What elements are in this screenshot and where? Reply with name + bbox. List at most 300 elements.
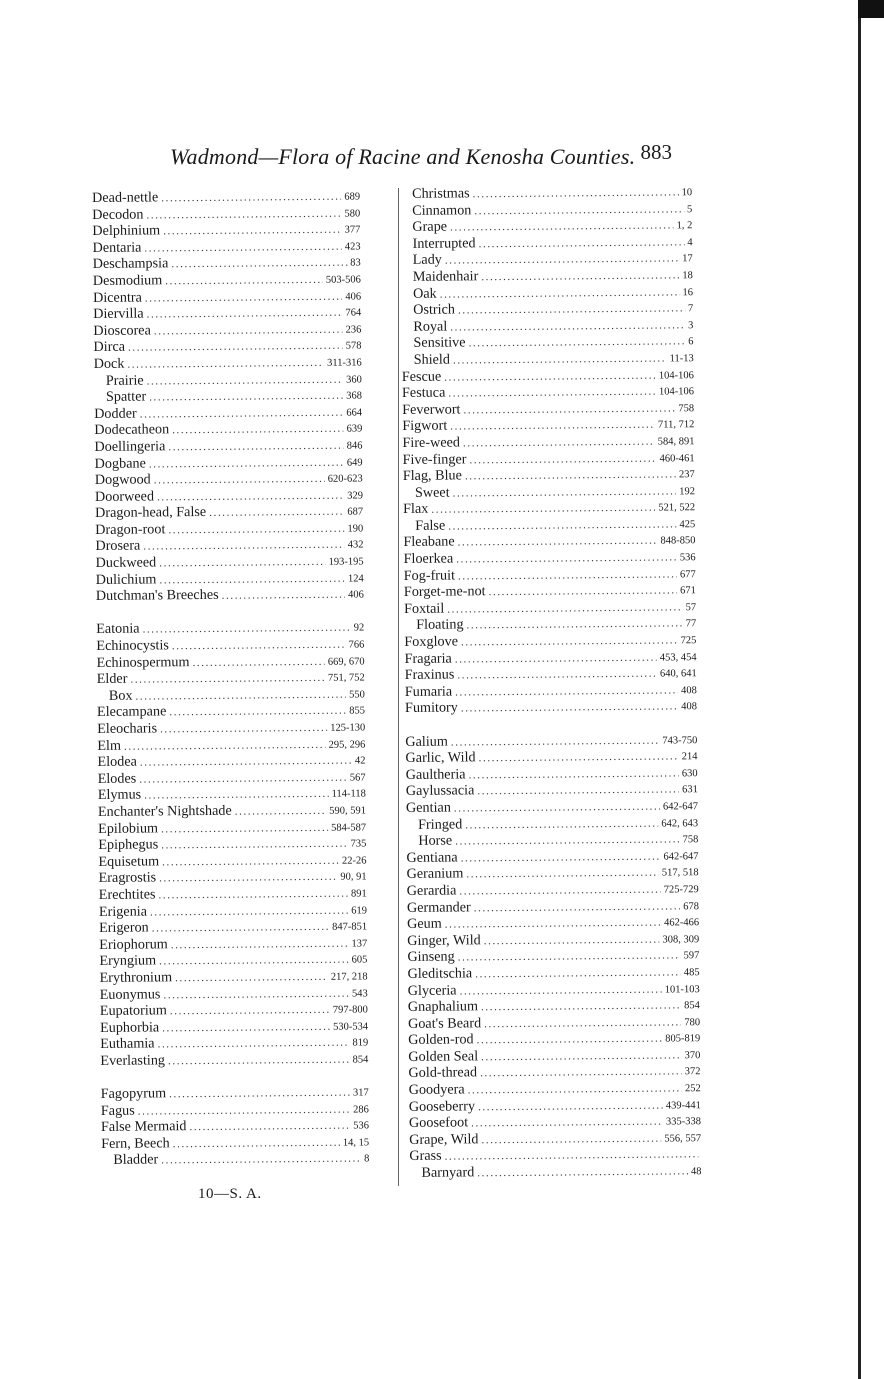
leader-dots <box>147 305 343 323</box>
index-entry <box>408 996 700 1015</box>
entry-page-ref: 1, 2 <box>676 220 693 232</box>
index-entry <box>99 884 367 903</box>
entry-page-ref: 619 <box>351 904 367 917</box>
entry-term: Oak <box>412 285 437 302</box>
entry-page-ref: 57 <box>685 602 697 614</box>
entry-page-ref: 6 <box>688 336 694 348</box>
entry-page-ref: 42 <box>354 755 366 767</box>
index-entry <box>401 266 693 285</box>
entry-term: Erigenia <box>98 903 148 920</box>
entry-page-ref: 485 <box>683 967 700 979</box>
entry-term: Foxtail <box>403 600 445 617</box>
entry-page-ref: 669, 670 <box>327 656 365 668</box>
index-entry <box>97 669 365 688</box>
leader-dots <box>453 350 667 368</box>
index-entry <box>407 864 699 883</box>
entry-term: Shield <box>413 351 451 368</box>
entry-term: Glyceria <box>407 981 457 999</box>
entry-term: Elm <box>97 737 122 754</box>
index-entry <box>409 1162 701 1181</box>
leader-dots <box>150 902 348 920</box>
index-entry <box>400 183 692 202</box>
index-entry <box>402 399 694 418</box>
entry-term: Fragaria <box>404 650 452 667</box>
index-entry <box>403 465 695 484</box>
leader-dots <box>235 803 327 820</box>
index-entry <box>409 1146 701 1165</box>
leader-dots <box>468 765 679 783</box>
index-entry <box>408 1063 700 1082</box>
index-entry <box>96 619 364 638</box>
entry-term: Dragon-root <box>95 521 166 538</box>
leader-dots <box>144 786 329 804</box>
index-entry <box>100 984 368 1003</box>
entry-page-ref: 252 <box>684 1083 701 1095</box>
running-title: Wadmond—Flora of Racine and Kenosha Counties. <box>170 144 636 169</box>
entry-term: Elodes <box>97 770 137 787</box>
entry-term: Eriophorum <box>99 936 168 953</box>
index-entry <box>406 781 698 800</box>
entry-term: Dentaria <box>92 239 142 256</box>
entry-term: Dogwood <box>94 471 151 489</box>
entry-page-ref: 214 <box>681 751 698 763</box>
entry-page-ref: 368 <box>346 390 363 402</box>
index-entry <box>95 503 363 522</box>
index-entry <box>95 519 363 538</box>
index-entry <box>96 569 364 588</box>
entry-term: Fagus <box>100 1102 135 1119</box>
entry-term: Fumitory <box>404 699 458 717</box>
leader-dots <box>209 504 344 521</box>
leader-dots <box>453 483 677 501</box>
entry-page-ref: 406 <box>348 589 364 601</box>
leader-dots <box>157 487 344 505</box>
leader-dots <box>168 438 343 456</box>
entry-term: Flax <box>403 501 429 518</box>
entry-term: Grape, Wild <box>409 1131 479 1148</box>
index-entry <box>406 847 698 866</box>
entry-term: Dodder <box>94 405 137 422</box>
entry-page-ref: 735 <box>350 838 367 850</box>
entry-term: Christmas <box>411 185 470 202</box>
entry-page-ref: 671 <box>680 585 696 597</box>
entry-page-ref: 432 <box>347 539 364 552</box>
leader-dots <box>172 421 344 439</box>
entry-term: Eryngium <box>99 952 157 970</box>
index-entry <box>97 685 365 704</box>
entry-page-ref: 848-850 <box>660 535 696 547</box>
entry-page-ref: 677 <box>679 568 696 580</box>
entry-page-ref: 758 <box>682 834 699 846</box>
entry-term: Epilobium <box>98 819 159 837</box>
leader-dots <box>173 1135 340 1153</box>
leader-dots <box>461 632 678 650</box>
index-entry <box>405 681 697 700</box>
entry-page-ref: 22-26 <box>341 855 367 867</box>
entry-page-ref: 7 <box>687 303 694 315</box>
entry-page-ref: 620-623 <box>327 473 363 485</box>
index-entry <box>401 299 693 318</box>
index-entry <box>93 320 361 339</box>
entry-page-ref: 295, 296 <box>328 738 366 751</box>
entry-page-ref: 530-534 <box>332 1021 369 1033</box>
entry-term: Eupatorium <box>99 1002 167 1020</box>
index-entry <box>407 880 699 899</box>
leader-dots <box>159 952 349 970</box>
leader-dots <box>458 533 658 551</box>
entry-term: Golden Seal <box>408 1048 479 1065</box>
column-divider <box>398 188 399 1186</box>
leader-dots <box>159 869 337 887</box>
index-entry <box>409 1112 701 1131</box>
index-entry <box>406 764 698 783</box>
index-entry <box>96 552 364 571</box>
entry-term: Eragrostis <box>98 869 157 887</box>
leader-dots <box>466 616 682 634</box>
index-entry <box>98 768 366 787</box>
entry-page-ref: 360 <box>346 373 362 386</box>
index-entry <box>405 664 697 683</box>
entry-page-ref: 543 <box>351 987 368 1000</box>
leader-dots <box>444 367 656 385</box>
index-entry <box>96 635 364 654</box>
index-entry <box>101 1100 369 1119</box>
entry-page-ref: 16 <box>682 286 694 298</box>
entry-term: Dutchman's Breeches <box>95 587 219 605</box>
entry-page-ref: 193-195 <box>328 556 364 568</box>
index-entry <box>404 631 696 650</box>
entry-term: Gentiana <box>406 849 458 866</box>
entry-page-ref: 92 <box>353 622 365 634</box>
index-entry <box>404 548 696 567</box>
entry-term: Echinocystis <box>96 637 169 655</box>
leader-dots <box>489 583 678 601</box>
leader-dots <box>431 500 655 518</box>
index-entry <box>97 702 365 721</box>
entry-term: Doellingeria <box>94 438 166 455</box>
index-entry <box>98 801 366 820</box>
entry-page-ref: 236 <box>345 324 362 336</box>
index-entry <box>409 1129 701 1148</box>
index-entry <box>406 797 698 816</box>
index-entry <box>403 498 695 517</box>
leader-dots <box>481 267 679 285</box>
entry-term: Garlic, Wild <box>405 749 476 767</box>
entry-page-ref: 536 <box>679 552 696 564</box>
leader-dots <box>161 1151 361 1169</box>
leader-dots <box>128 338 343 356</box>
entry-page-ref: 567 <box>349 772 366 784</box>
entry-term: Floating <box>416 616 464 634</box>
leader-dots <box>154 321 343 339</box>
leader-dots <box>161 189 341 207</box>
leader-dots <box>135 686 346 704</box>
entry-term: Drosera <box>95 538 141 555</box>
leader-dots <box>458 566 677 584</box>
entry-page-ref: 462-466 <box>664 917 700 929</box>
index-entry <box>98 835 366 854</box>
index-entry <box>400 200 692 219</box>
leader-dots <box>161 836 347 854</box>
entry-page-ref: 846 <box>346 440 363 452</box>
entry-term: Horse <box>418 832 453 850</box>
leader-dots <box>130 670 325 688</box>
index-entry <box>405 698 697 717</box>
entry-term: Floerkea <box>403 550 454 568</box>
leader-dots <box>481 997 681 1015</box>
leader-dots <box>172 637 346 655</box>
entry-page-ref: 639 <box>346 423 363 435</box>
entry-page-ref: 764 <box>345 307 362 319</box>
entry-page-ref: 536 <box>353 1120 370 1132</box>
entry-term: Cinnamon <box>412 201 472 219</box>
entry-term: Duckweed <box>95 554 157 572</box>
index-entry <box>93 287 361 306</box>
entry-term: Box <box>108 687 133 704</box>
leader-dots <box>138 1101 350 1119</box>
page-number: 883 <box>640 140 672 164</box>
entry-page-ref: 855 <box>349 705 366 717</box>
index-entry <box>100 1034 368 1053</box>
leader-dots <box>465 466 676 484</box>
entry-term: Spatter <box>105 388 147 405</box>
index-entry <box>402 432 694 451</box>
entry-term: Gaylussacia <box>405 782 475 800</box>
entry-page-ref: 104-106 <box>658 369 694 382</box>
entry-term: Gnaphalium <box>407 998 479 1016</box>
entry-term: Erigeron <box>99 919 149 937</box>
entry-page-ref: 550 <box>349 689 365 701</box>
leader-dots <box>124 736 326 754</box>
index-entry <box>404 565 696 584</box>
signature-mark: 10—S. A. <box>198 1186 262 1202</box>
leader-dots <box>468 334 685 352</box>
entry-term: Gleditschia <box>407 965 473 982</box>
entry-page-ref: 642-647 <box>662 801 699 813</box>
entry-term: Feverwort <box>402 401 461 418</box>
entry-term: Geum <box>407 915 442 933</box>
entry-term: Deschampsia <box>92 255 169 273</box>
entry-term: Gentian <box>405 799 451 816</box>
index-entry <box>408 1029 700 1048</box>
entry-term: Euthamia <box>100 1035 155 1053</box>
entry-page-ref: 640, 641 <box>659 668 697 680</box>
index-entry <box>96 652 364 671</box>
leader-dots <box>160 720 327 738</box>
index-entry <box>403 532 695 551</box>
entry-term: Goat's Beard <box>407 1014 482 1032</box>
leader-dots <box>481 1047 682 1065</box>
leader-dots <box>154 471 325 489</box>
entry-page-ref: 14, 15 <box>342 1137 370 1149</box>
index-entry <box>94 436 362 455</box>
leader-dots <box>168 1051 350 1069</box>
index-entry <box>402 415 694 434</box>
index-entry <box>403 515 695 534</box>
entry-term: Epiphegus <box>98 836 159 854</box>
entry-page-ref: 425 <box>679 519 696 531</box>
entry-page-ref: 725-729 <box>663 884 699 896</box>
entry-term: Dodecatheon <box>94 421 170 439</box>
index-entry <box>407 913 699 932</box>
leader-dots <box>145 288 343 306</box>
leader-dots <box>440 284 680 302</box>
leader-dots <box>475 964 681 982</box>
entry-term: Doorweed <box>94 488 155 505</box>
entry-term: Foxglove <box>404 633 459 651</box>
leader-dots <box>484 1014 681 1032</box>
entry-page-ref: 584-587 <box>331 821 367 834</box>
entry-term: Elecampane <box>96 703 167 721</box>
entry-page-ref: 104-106 <box>658 386 695 398</box>
entry-page-ref: 758 <box>678 402 695 415</box>
entry-term: Erythronium <box>99 969 173 986</box>
entry-page-ref: 630 <box>681 767 698 780</box>
leader-dots <box>149 454 344 472</box>
leader-dots <box>170 1002 330 1020</box>
entry-term: Fleabane <box>403 533 455 551</box>
leader-dots <box>448 516 676 534</box>
entry-term: Dragon-head, False <box>95 504 207 522</box>
entry-term: Fire-weed <box>402 434 461 451</box>
index-entry <box>92 204 360 223</box>
entry-page-ref: 124 <box>347 573 364 585</box>
entry-term: Dulichium <box>95 571 157 588</box>
entry-term: Goodyera <box>408 1081 465 1099</box>
entry-term: Five-finger <box>402 450 467 468</box>
entry-page-ref: 689 <box>344 191 361 203</box>
index-entry <box>406 830 698 849</box>
entry-term: Sensitive <box>413 334 466 352</box>
index-entry <box>401 250 693 269</box>
index-entry <box>94 387 362 406</box>
entry-term: Forget-me-not <box>403 583 486 601</box>
entry-page-ref: 17 <box>682 253 693 265</box>
entry-term: Fog-fruit <box>403 567 456 584</box>
entry-page-ref: 743-750 <box>662 734 698 747</box>
entry-page-ref: 797-800 <box>332 1004 368 1016</box>
leader-dots <box>162 1018 330 1036</box>
leader-dots <box>480 1064 682 1082</box>
index-entry <box>101 1150 369 1169</box>
index-entry <box>97 735 365 754</box>
entry-term: Ostrich <box>413 301 456 319</box>
index-entry <box>101 1133 369 1152</box>
entry-page-ref: 854 <box>684 1000 700 1012</box>
entry-page-ref: 5 <box>686 203 693 215</box>
entry-page-ref: 4 <box>687 236 693 249</box>
leader-dots <box>479 749 679 767</box>
entry-page-ref: 578 <box>345 340 362 352</box>
index-entry <box>93 337 361 356</box>
entry-page-ref: 597 <box>683 950 700 962</box>
leader-dots <box>152 919 330 937</box>
entry-term: False <box>415 517 446 534</box>
entry-term: Echinospermum <box>96 653 190 671</box>
index-entry <box>97 752 365 771</box>
index-entry <box>409 1096 701 1115</box>
entry-page-ref: 308, 309 <box>662 933 700 946</box>
entry-page-ref: 649 <box>346 456 363 469</box>
index-entry <box>100 1050 368 1069</box>
entry-page-ref: 584, 891 <box>657 436 695 448</box>
entry-page-ref: 372 <box>684 1066 701 1078</box>
index-entry <box>95 470 363 489</box>
entry-page-ref: 664 <box>346 407 363 419</box>
entry-page-ref: 805-819 <box>665 1033 701 1045</box>
leader-dots <box>142 620 350 638</box>
entry-page-ref: 18 <box>682 270 693 282</box>
entry-term: Maidenhair <box>412 268 479 285</box>
entry-term: Dirca <box>93 339 126 356</box>
entry-term: Equisetum <box>98 853 160 870</box>
entry-page-ref: 854 <box>352 1054 369 1066</box>
leader-dots <box>171 255 347 273</box>
entry-term: Flag, Blue <box>402 467 462 485</box>
entry-page-ref: 751, 752 <box>327 672 365 684</box>
page-edge-line <box>858 0 861 1379</box>
index-entry <box>95 486 363 505</box>
leader-dots <box>450 218 674 236</box>
leader-dots <box>455 832 680 850</box>
index-entry <box>95 453 363 472</box>
entry-term: Diervilla <box>93 305 144 323</box>
entry-page-ref: 137 <box>351 938 368 950</box>
entry-page-ref: 408 <box>681 684 697 697</box>
entry-page-ref: 678 <box>683 900 699 912</box>
index-entry <box>93 270 361 289</box>
entry-page-ref: 8 <box>364 1153 370 1165</box>
index-entry <box>408 1013 700 1032</box>
index-entry <box>94 370 362 389</box>
index-entry <box>405 747 697 766</box>
leader-dots <box>466 865 659 883</box>
index-entry <box>403 449 695 468</box>
entry-page-ref: 83 <box>350 257 361 269</box>
index-entry <box>100 1000 368 1019</box>
index-entry <box>92 237 360 256</box>
entry-term: Dock <box>93 355 125 372</box>
entry-term: Euphorbia <box>99 1019 160 1036</box>
leader-dots <box>162 852 339 870</box>
entry-page-ref: 48 <box>690 1166 702 1178</box>
leader-dots <box>477 1163 688 1181</box>
leader-dots <box>459 881 661 899</box>
entry-page-ref: 192 <box>679 485 695 498</box>
entry-term: Figwort <box>402 417 448 435</box>
entry-term: Geranium <box>406 865 464 883</box>
entry-term: Eatonia <box>96 621 140 638</box>
index-entry <box>401 283 693 302</box>
entry-term: Dead-nettle <box>92 189 159 206</box>
index-entry <box>408 1046 700 1065</box>
entry-term: Gerardia <box>406 882 457 899</box>
entry-page-ref: 687 <box>347 506 364 518</box>
leader-dots <box>477 1031 663 1049</box>
entry-term: Ginseng <box>407 948 455 966</box>
index-entry <box>407 963 699 982</box>
index-entry <box>400 233 692 252</box>
leader-dots <box>445 915 661 933</box>
entry-term: Delphinium <box>92 222 161 240</box>
entry-term: Everlasting <box>100 1052 166 1069</box>
leader-dots <box>450 317 685 335</box>
entry-term: Fern, Beech <box>101 1135 170 1152</box>
index-entry <box>402 349 694 368</box>
entry-page-ref: 631 <box>682 784 698 796</box>
leader-dots <box>163 985 349 1003</box>
entry-term: Decodon <box>92 206 144 223</box>
